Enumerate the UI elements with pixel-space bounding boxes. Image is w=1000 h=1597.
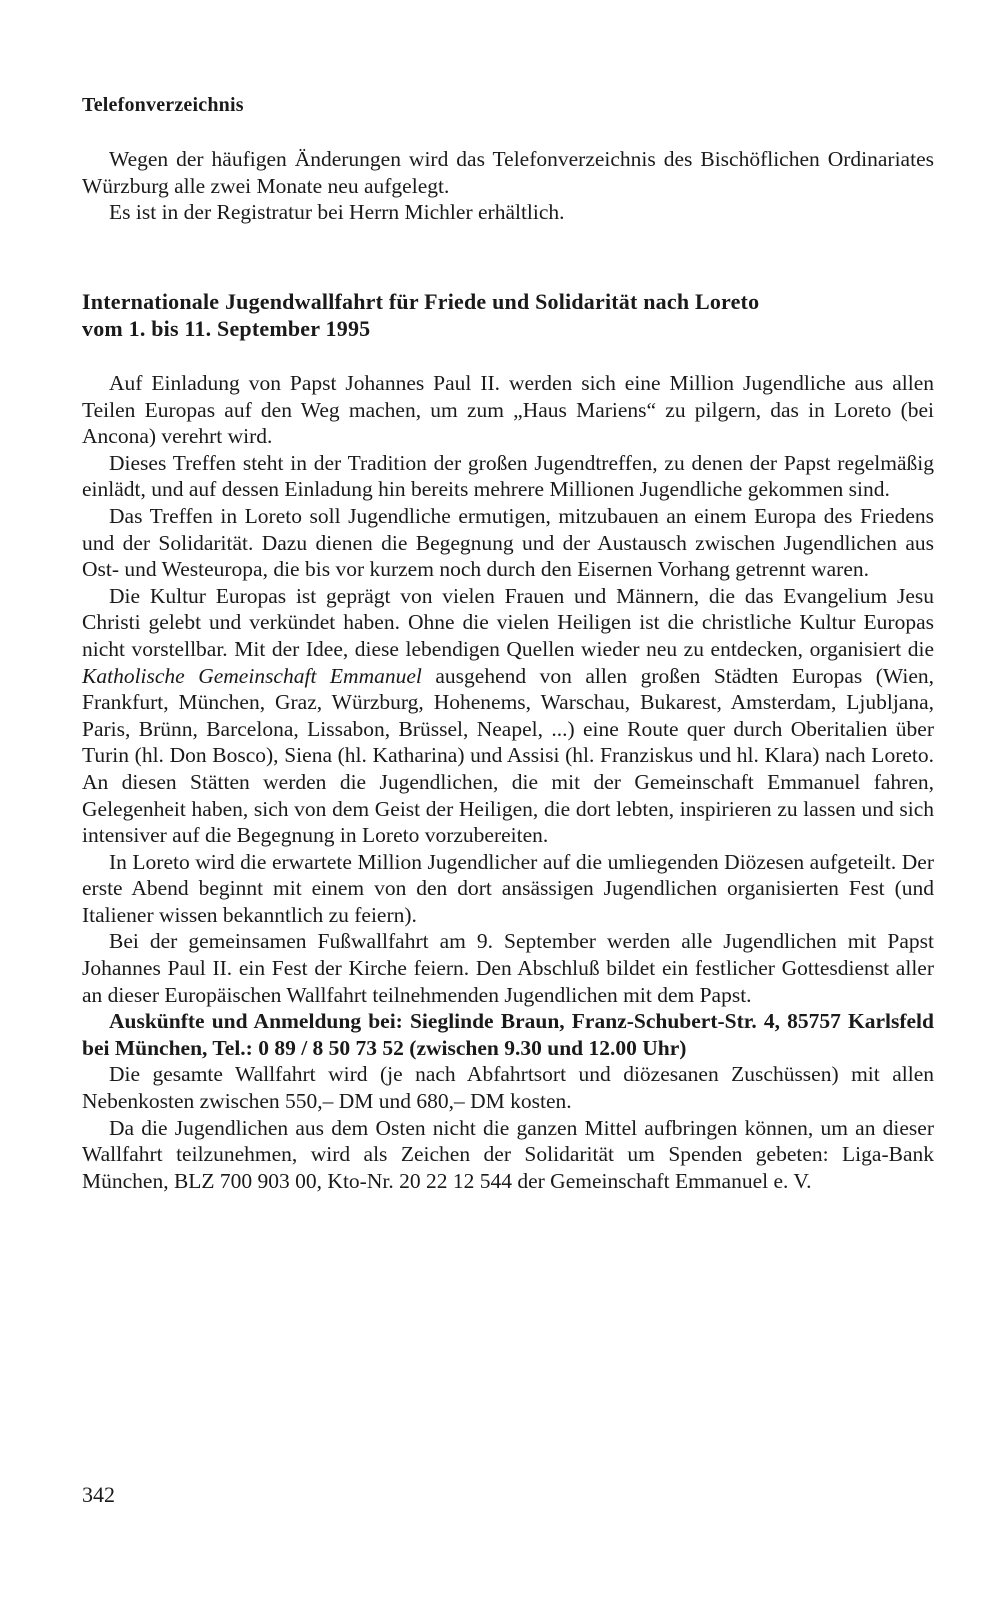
paragraph: Dieses Treffen steht in der Tradition der großen Jugendtreffen, zu denen der Papst regelmäßig einlädt, und auf dessen Einladung hin bereits mehrere Millionen Jugendliche gekommen sind. xyxy=(82,450,934,502)
paragraph: In Loreto wird die erwartete Million Jugendlicher auf die umliegenden Diözesen aufgeteilt. Der erste Abend beginnt mit einem von den dort ansässigen Jugendlichen organisierten Fest (und Italiener wissen bekanntlich zu feiern). xyxy=(82,849,934,927)
title-line-2: vom 1. bis 11. September 1995 xyxy=(82,316,371,341)
paragraph: Es ist in der Registratur bei Herrn Michler erhältlich. xyxy=(109,200,565,225)
section-telefonverzeichnis xyxy=(82,92,934,226)
section-title: Telefonverzeichnis xyxy=(82,94,244,116)
section-jugendwallfahrt xyxy=(82,288,934,1194)
paragraph: Wegen der häufigen Änderungen wird das Telefonverzeichnis des Bischöflichen Ordinariates Würzburg alle zwei Monate neu aufgelegt. xyxy=(82,147,934,198)
contact-info: Auskünfte und Anmeldung bei: Sieglinde Braun, Franz-Schubert-Str. 4, 85757 Karlsfeld bei München, Tel.: 0 89 / 8 50 73 52 (zwischen 9.30 und 12.00 Uhr) xyxy=(82,1009,934,1060)
title-line-1: Internationale Jugendwallfahrt für Friede und Solidarität nach Loreto xyxy=(82,289,760,314)
paragraph xyxy=(82,583,934,849)
paragraph-text: ausgehend von allen großen Städten Europas (Wien, Frankfurt, München, Graz, Würzburg, Hohenems, Warschau, Bukarest, Amsterdam, Ljubljana, Paris, Brünn, Barcelona, Lissabon, Brüssel, Neapel, ...) eine Route quer durch Oberitalien über Turin (hl. Don Bosco), Siena (hl. Katharina) und Assisi (hl. Franziskus und hl. Klara) nach Loreto. An diesen Stätten werden die Jugendlichen, die mit der Gemeinschaft Emmanuel fahren, Gelegenheit haben, sich von dem Geist der Heiligen, die dort lebten, inspirieren zu lassen und sich intensiver auf die Begegnung in Loreto vorzubereiten. xyxy=(82,663,934,848)
paragraph: Das Treffen in Loreto soll Jugendliche ermutigen, mitzubauen an einem Europa des Friedens und der Solidarität. Dazu dienen die Begegnung und der Austausch zwischen Jugendlichen aus Ost- und Westeuropa, die bis vor kurzem noch durch den Eisernen Vorhang getrennt waren. xyxy=(82,503,934,582)
paragraph: Da die Jugendlichen aus dem Osten nicht die ganzen Mittel aufbringen können, um an dieser Wallfahrt teilzunehmen, wird als Zeichen der Solidarität um Spenden gebeten: Liga-Bank München, BLZ 700 903 00, Kto-Nr. 20 22 12 544 der Gemeinschaft Emmanuel e. V. xyxy=(82,1115,934,1193)
page-number: 342 xyxy=(82,1482,115,1507)
paragraph: Die gesamte Wallfahrt wird (je nach Abfahrtsort und diözesanen Zuschüssen) mit allen Nebenkosten zwischen 550,– DM und 680,– DM kosten. xyxy=(82,1062,934,1114)
paragraph: Auf Einladung von Papst Johannes Paul II. werden sich eine Million Jugendliche aus allen Teilen Europas auf den Weg machen, um zum „Haus Mariens“ zu pilgern, das in Loreto (bei Ancona) verehrt wird. xyxy=(82,371,934,449)
paragraph: Bei der gemeinsamen Fußwallfahrt am 9. September werden alle Jugendlichen mit Papst Johannes Paul II. ein Fest der Kirche feiern. Den Abschluß bildet ein festlicher Gottesdienst aller an dieser Europäischen Wallfahrt teilnehmenden Jugendlichen mit dem Papst. xyxy=(82,929,934,1007)
paragraph-text: Die Kultur Europas ist geprägt von vielen Frauen und Männern, die das Evangelium Jesu Christi gelebt und verkündet haben. Ohne die vielen Heiligen ist die christliche Kultur Europas nicht vorstellbar. Mit der Idee, diese lebendigen Quellen wieder neu zu entdecken, organisiert die xyxy=(82,583,934,661)
section-title xyxy=(82,288,934,342)
organization-name: Katholische Gemeinschaft Emmanuel xyxy=(82,663,422,688)
